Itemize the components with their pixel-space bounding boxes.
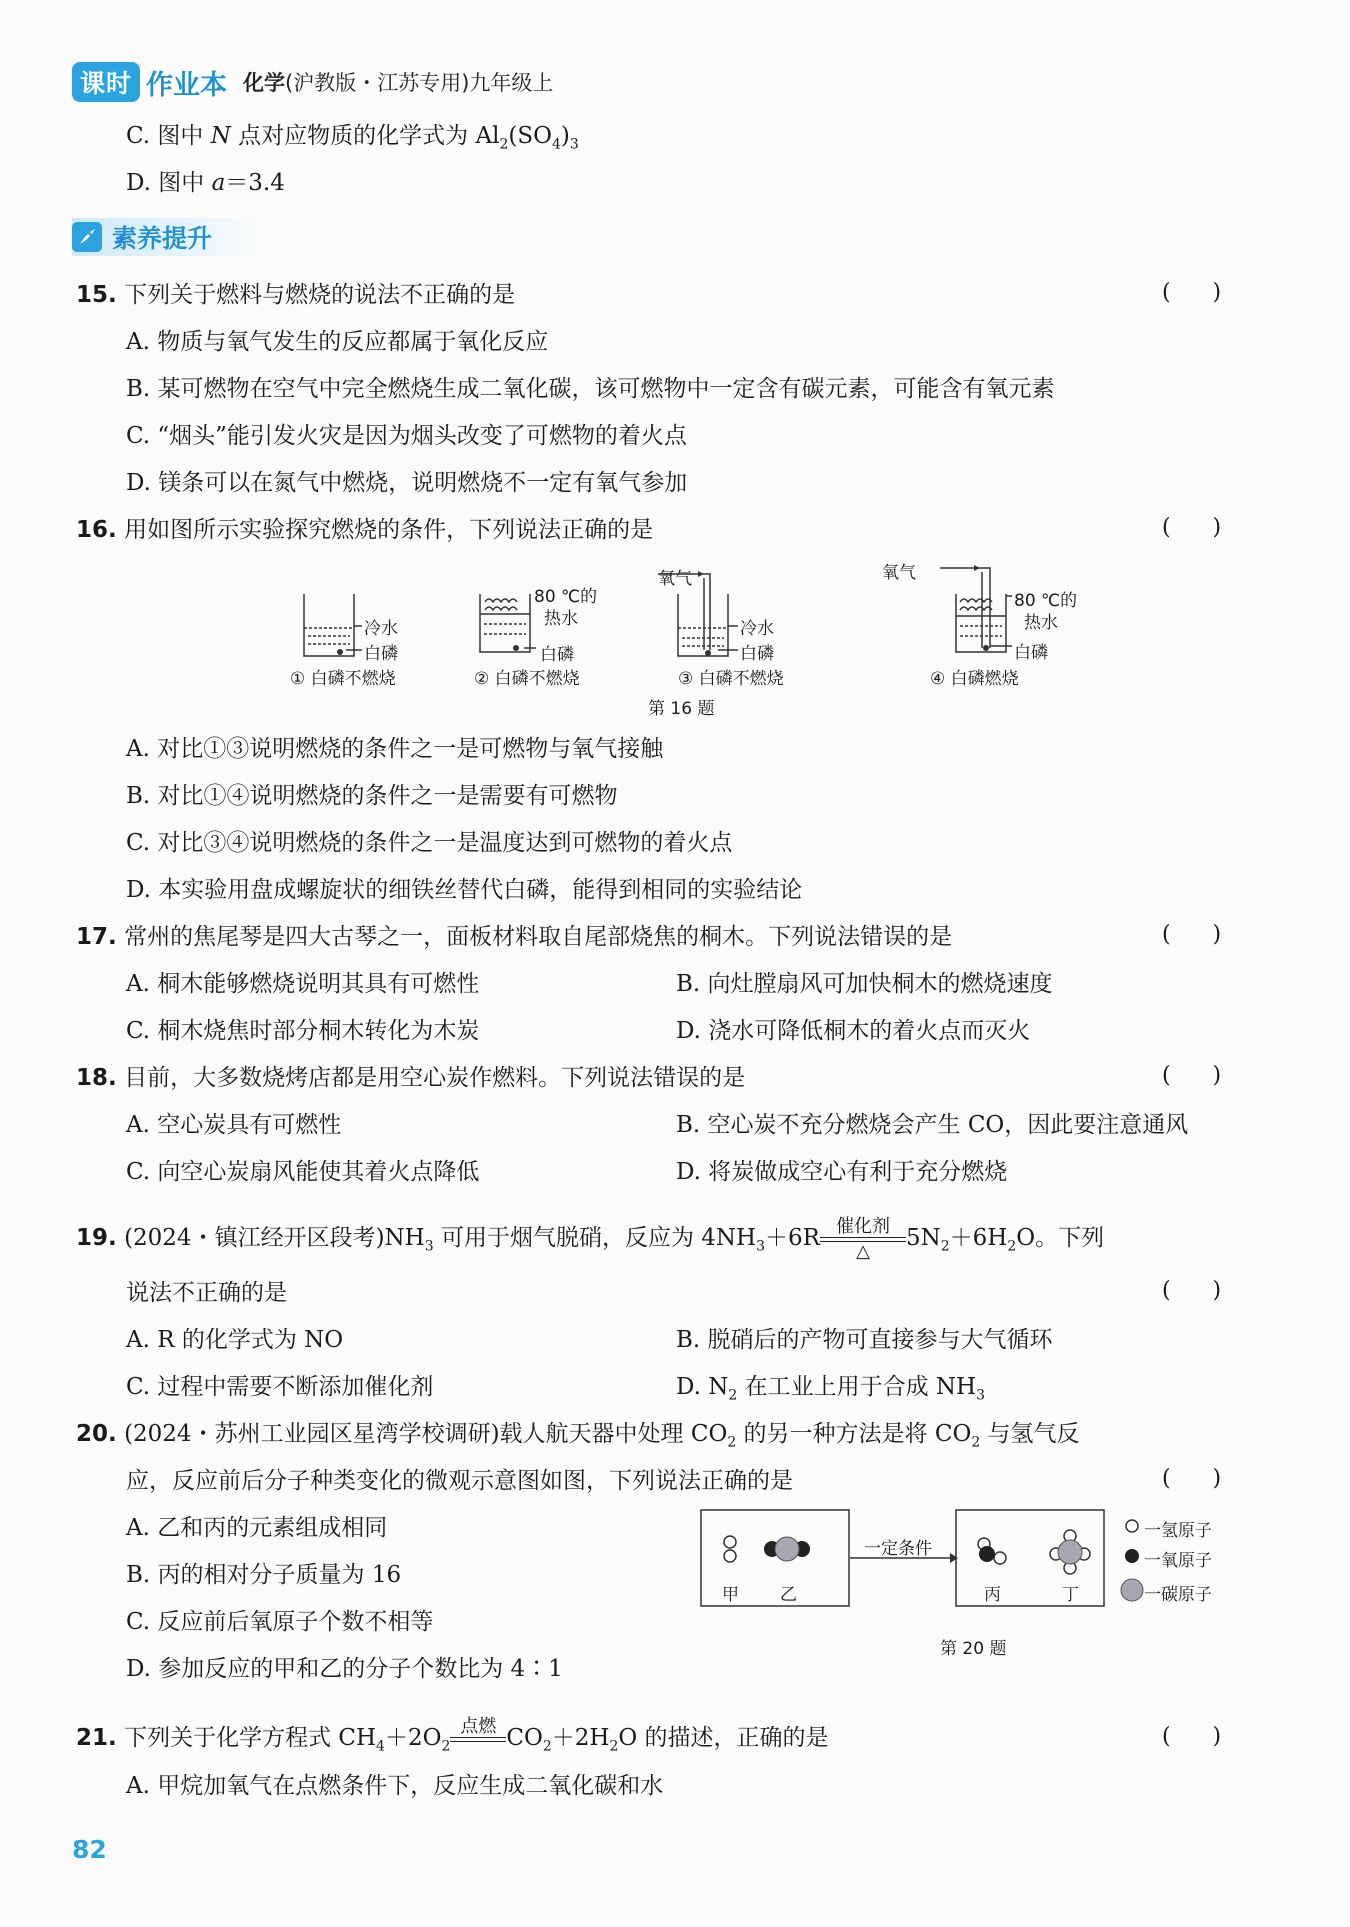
q17-option-c: C. 桐木烧焦时部分桐木转化为木炭 (126, 1018, 480, 1044)
q20-stem-line2: 应，反应前后分子种类变化的微观示意图如图，下列说法正确的是 (126, 1468, 793, 1494)
q16-stem: 16. 用如图所示实验探究燃烧的条件，下列说法正确的是 (76, 517, 654, 543)
q15-answer-blank[interactable]: ( ) (1162, 280, 1222, 305)
rocket-icon (72, 222, 102, 252)
q16-option-d: D. 本实验用盘成螺旋状的细铁丝替代白磷，能得到相同的实验结论 (126, 877, 803, 903)
q18-option-b: B. 空心炭不充分燃烧会产生 CO，因此要注意通风 (676, 1112, 1189, 1138)
q21-answer-blank[interactable]: ( ) (1162, 1724, 1222, 1749)
beaker-2 (480, 594, 536, 652)
book-subtitle (243, 67, 553, 97)
label-cold-water-3: 冷水 (740, 619, 774, 639)
label-hot-water-4-line1: 80 ℃的 (1014, 591, 1078, 611)
prev-option-d: D. 图中 a＝3.4 (126, 170, 285, 196)
beaker-4 (940, 568, 1012, 652)
label-white-p-2: 白磷 (540, 645, 574, 665)
q20-stem-line1: 20. (2024・苏州工业园区星湾学校调研)载人航天器中处理 $CO_2$ 的另一种方法是将 $CO_2$ 与氢气反 (76, 1421, 1080, 1451)
q18-option-a: A. 空心炭具有可燃性 (126, 1112, 342, 1138)
q19-stem-line2: 说法不正确的是 (126, 1280, 287, 1306)
q18-stem: 18. 目前，大多数烧烤店都是用空心炭作燃料。下列说法错误的是 (76, 1065, 746, 1091)
label-bing: 丙 (984, 1585, 1001, 1605)
brand-logo: 课时 (72, 62, 140, 102)
q16-option-b: B. 对比①④说明燃烧的条件之一是需要有可燃物 (126, 783, 618, 809)
figure-20-caption: 第 20 题 (940, 1639, 1007, 1659)
brand-text: 作业本 (146, 69, 228, 101)
q17-option-a: A. 桐木能够燃烧说明其具有可燃性 (126, 971, 480, 997)
q20-option-d: D. 参加反应的甲和乙的分子个数比为 4∶1 (126, 1656, 563, 1682)
legend-carbon: 一碳原子 (1144, 1585, 1212, 1605)
label-jia: 甲 (722, 1585, 739, 1605)
edition-text: (沪教版・江苏专用)九年级上 (285, 71, 554, 95)
q19-reaction-condition: 催化剂 △ (820, 1217, 906, 1262)
q21-option-a: A. 甲烷加氧气在点燃条件下，反应生成二氧化碳和水 (126, 1773, 664, 1799)
q16-option-c: C. 对比③④说明燃烧的条件之一是温度达到可燃物的着火点 (126, 830, 733, 856)
q17-option-b: B. 向灶膛扇风可加快桐木的燃烧速度 (676, 971, 1053, 997)
prev-option-c: C. 图中 N 点对应物质的化学式为 $Al_2(SO_4)_3$ (126, 123, 579, 153)
q15-stem: 15. 下列关于燃料与燃烧的说法不正确的是 (76, 282, 516, 308)
page-number: 82 (72, 1835, 107, 1864)
q21-reaction-condition: 点燃 (450, 1717, 506, 1762)
q20-option-a: A. 乙和丙的元素组成相同 (126, 1515, 388, 1541)
q15-option-b: B. 某可燃物在空气中完全燃烧生成二氧化碳，该可燃物中一定含有碳元素，可能含有氧元素 (126, 376, 1055, 402)
label-yi: 乙 (780, 1585, 797, 1605)
q19-option-b: B. 脱硝后的产物可直接参与大气循环 (676, 1327, 1053, 1353)
q20-figure (700, 1506, 1260, 1659)
label-oxygen-3: 氧气 (658, 569, 692, 589)
label-cold-water-1: 冷水 (364, 619, 398, 639)
q18-answer-blank[interactable]: ( ) (1162, 1063, 1222, 1088)
q20-option-c: C. 反应前后氧原子个数不相等 (126, 1609, 434, 1635)
caption-beaker-4: ④ 白磷燃烧 (930, 669, 1019, 689)
q19-option-c: C. 过程中需要不断添加催化剂 (126, 1374, 434, 1400)
q21-stem: 21. 下列关于化学方程式 $CH_4+2O_2$ 点燃 $CO_2+2H_2O$ 的描述，正确的是 (76, 1716, 829, 1769)
q17-option-d: D. 浇水可降低桐木的着火点而灭火 (676, 1018, 1031, 1044)
label-white-p-1: 白磷 (364, 644, 398, 664)
q17-stem: 17. 常州的焦尾琴是四大古琴之一，面板材料取自尾部烧焦的桐木。下列说法错误的是 (76, 924, 953, 950)
label-oxygen-4: 氧气 (882, 563, 916, 583)
q20-option-b: B. 丙的相对分子质量为 16 (126, 1562, 402, 1588)
caption-beaker-3: ③ 白磷不燃烧 (678, 669, 784, 689)
label-white-p-4: 白磷 (1014, 643, 1048, 663)
q19-option-d: D. $N_2$ 在工业上用于合成 $NH_3$ (676, 1374, 986, 1404)
q19-option-a: A. R 的化学式为 NO (126, 1327, 344, 1353)
label-ding: 丁 (1062, 1585, 1079, 1605)
q16-figure (290, 558, 1090, 728)
q15-option-a: A. 物质与氧气发生的反应都属于氧化反应 (126, 329, 549, 355)
q15-option-d: D. 镁条可以在氮气中燃烧，说明燃烧不一定有氧气参加 (126, 470, 688, 496)
q19-answer-blank[interactable]: ( ) (1162, 1278, 1222, 1303)
legend-oxygen: 一氧原子 (1144, 1551, 1212, 1571)
label-condition: 一定条件 (864, 1539, 932, 1559)
caption-beaker-1: ① 白磷不燃烧 (290, 669, 396, 689)
q19-stem-line1: 19. (2024・镇江经开区段考)$NH_3$ 可用于烟气脱硝，反应为 $4NH_3+6R$ 催化剂 △ $5N_2+6H_2O$。下列 (76, 1215, 1105, 1262)
q17-answer-blank[interactable]: ( ) (1162, 922, 1222, 947)
label-white-p-3: 白磷 (740, 644, 774, 664)
subject-name: 化学 (243, 71, 286, 95)
figure-16-caption: 第 16 题 (648, 699, 715, 719)
q18-option-d: D. 将炭做成空心有利于充分燃烧 (676, 1159, 1008, 1185)
q15-option-c: C. “烟头”能引发火灾是因为烟头改变了可燃物的着火点 (126, 423, 687, 449)
beaker-1 (304, 594, 362, 656)
label-hot-water-line2: 热水 (544, 609, 578, 629)
q16-answer-blank[interactable]: ( ) (1162, 515, 1222, 540)
section-title: 素养提升 (112, 224, 213, 253)
label-hot-water-4-line2: 热水 (1024, 613, 1058, 633)
caption-beaker-2: ② 白磷不燃烧 (474, 669, 580, 689)
legend-hydrogen: 一氢原子 (1144, 1521, 1212, 1541)
label-hot-water-line1: 80 ℃的 (534, 587, 598, 607)
header (72, 62, 553, 102)
q16-option-a: A. 对比①③说明燃烧的条件之一是可燃物与氧气接触 (126, 736, 664, 762)
section-header (72, 218, 262, 256)
q20-answer-blank[interactable]: ( ) (1162, 1466, 1222, 1491)
q18-option-c: C. 向空心炭扇风能使其着火点降低 (126, 1159, 480, 1185)
